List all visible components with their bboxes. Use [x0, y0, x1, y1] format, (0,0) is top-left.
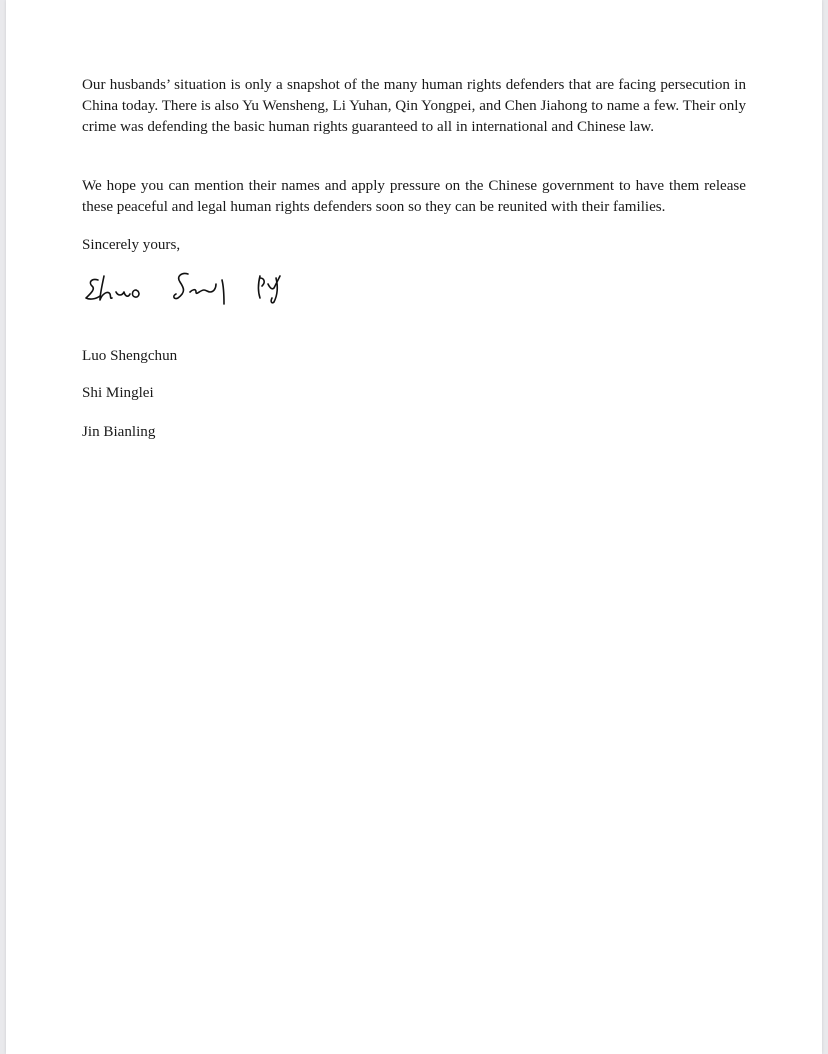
paragraph-text: Our husbands’ situation is only a snapshot of the many human rights defenders that are facing persecution in China today. There is also Yu Wensheng, Li Yuhan, Qin Yongpei, and Chen Jiahong to name a few. Their only crime was defending the basic human rights guaranteed to all in international and Chinese law. [82, 77, 746, 135]
signatory-name: Jin Bianling [82, 424, 156, 440]
signatory-name: Luo Shengchun [82, 348, 178, 364]
closing-line: Sincerely yours, [82, 237, 181, 253]
letter-body-paragraph-1 [82, 75, 746, 138]
letter-body-paragraph-2 [82, 176, 746, 218]
letter-page [6, 0, 822, 1054]
signatory-name: Shi Minglei [82, 385, 154, 401]
handwritten-signatures [78, 262, 298, 316]
paragraph-text: We hope you can mention their names and apply pressure on the Chinese government to have them release these peaceful and legal human rights defenders soon so they can be reunited with their families. [82, 178, 746, 215]
